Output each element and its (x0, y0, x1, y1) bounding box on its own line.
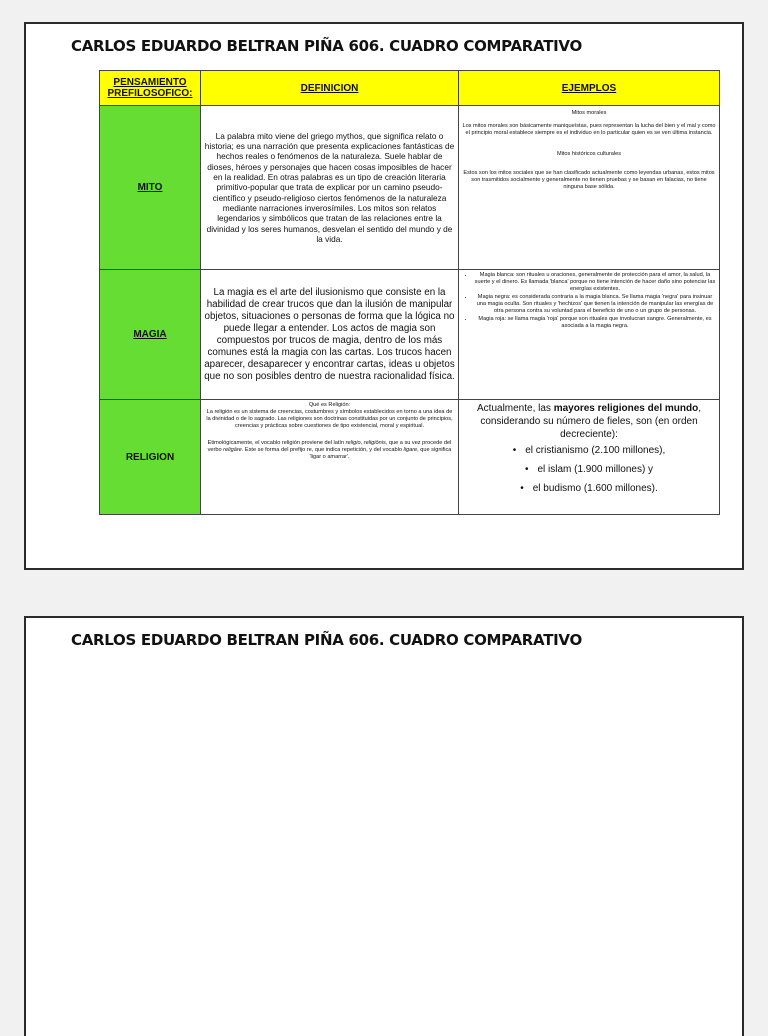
religion-examples-intro: Actualmente, las mayores religiones del mundo, considerando su número de fieles, son (en orden decreciente): (477, 403, 701, 440)
religion-examples (459, 400, 720, 515)
page-title: CARLOS EDUARDO BELTRAN PIÑA 606. CUADRO COMPARATIVO (71, 37, 582, 55)
mito-example-heading-2: Mitos históricos culturales (556, 151, 622, 157)
mito-example-heading-1: Mitos morales (571, 110, 607, 116)
religion-etymology: Etimológicamente, el vocablo religión proviene del latín religio, religiōnis, que a su vez procede del verbo religāre. Este se forma del prefijo re, que indica repetición, y del vocablo ligare, que significa 'ligar o amarrar'. (207, 440, 452, 460)
row-label-religion: RELIGION (100, 400, 201, 515)
magia-examples (459, 270, 720, 400)
religion-example-item: • el budismo (1.600 millones). (462, 482, 716, 495)
page-title: CARLOS EDUARDO BELTRAN PIÑA 606. CUADRO COMPARATIVO (71, 631, 582, 649)
religion-definition-cell (201, 400, 459, 515)
religion-definition: La religión es un sistema de creencias, costumbres y símbolos establecidos en torno a una idea de la divinidad o de lo sagrado. Las religiones son doctrinas constituidas por un conjunto de principios, creencias y prácticas sobre cuestiones de tipo existencial, moral y espiritual. (206, 409, 453, 429)
religion-example-item: • el islam (1.900 millones) y (462, 463, 716, 476)
header-pensamiento: PENSAMIENTO PREFILOSOFICO: (100, 71, 201, 106)
table-header-row (100, 71, 720, 106)
magia-definition: La magia es el arte del ilusionismo que consiste en la habilidad de crear trucos que dan la ilusión de manipular objetos, situaciones o personas de forma que la lógica no puede llegar a entender. Los actos de magia son compuestos por trucos de magia, dentro de los más comunes está la magia con las cartas. Los trucos hacen aparecer, desaparecer y encontrar cartas, ideas u objetos que no son posibles dentro de nuestra racionalidad física. (201, 270, 459, 400)
mito-example-text-1: Los mitos morales son básicamente maniqueístas, pues representan la lucha del bien y el mal y como el principio moral establece siempre es el individuo en lo particular quien es se ven última instancia. (462, 123, 716, 136)
table-row-magia (100, 270, 720, 400)
row-label-magia: MAGIA (100, 270, 201, 400)
table-row-mito (100, 106, 720, 270)
row-label-mito: MITO (100, 106, 201, 270)
mito-definition: La palabra mito viene del griego mythos, que significa relato o historia; es una narración que presenta explicaciones fantásticas de hechos reales o fenómenos de la naturaleza. Suele hablar de dioses, héroes y personajes que hacen cosas imposibles de hacer en la realidad. En otras palabras es un tipo de creación literaria primitivo-popular que trata de explicar por un camino pseudo-científico y pseudo-religioso ciertos fenómenos de la naturaleza mediante narraciones inverosímiles. Los mitos son relatos legendarios y simbólicos que tratan de las relaciones entre la divinidad y los seres humanos, desvelan el sentido del mundo y de la vida. (201, 106, 459, 270)
document-page-2 (24, 616, 744, 1036)
table-row-religion (100, 400, 720, 515)
document-page-1 (24, 22, 744, 570)
mito-examples (459, 106, 720, 270)
religion-example-item: • el cristianismo (2.100 millones), (462, 444, 716, 457)
magia-example-negra: • Magia negra: es considerada contraria a la magia blanca. Se llama magia 'negra' para insinuar una magia oculta. Son rituales y 'hechizos' que tienen la intención de manipular las energías de otra persona contra su voluntad para el beneficio de uno o un grupo de personas. (474, 294, 716, 315)
religion-definition-heading: Qué es Religión: (308, 402, 351, 408)
religion-examples-list (462, 444, 716, 495)
comparison-table (99, 70, 720, 515)
magia-example-blanca: • Magia blanca: son rituales u oraciones, generalmente de protección para el amor, la salud, la suerte y el dinero. Es llamada 'blanca' porque no tiene intención de hacer daño sino potenciar las energías existentes. (474, 272, 716, 293)
header-definicion: DEFINICION (201, 71, 459, 106)
mito-example-text-2: Estos son los mitos sociales que se han clasificado actualmente como leyendas urbanas, estos mitos son trasmitidos socialmente y generalmente no tienen pruebas y se basan en falacias, no tiene ninguna base sólida. (463, 170, 715, 190)
magia-example-roja: • Magia roja: se llama magia 'roja' porque son rituales que involucran sangre. Generalmente, es asociada a la magia negra. (474, 316, 716, 330)
header-ejemplos: EJEMPLOS (459, 71, 720, 106)
